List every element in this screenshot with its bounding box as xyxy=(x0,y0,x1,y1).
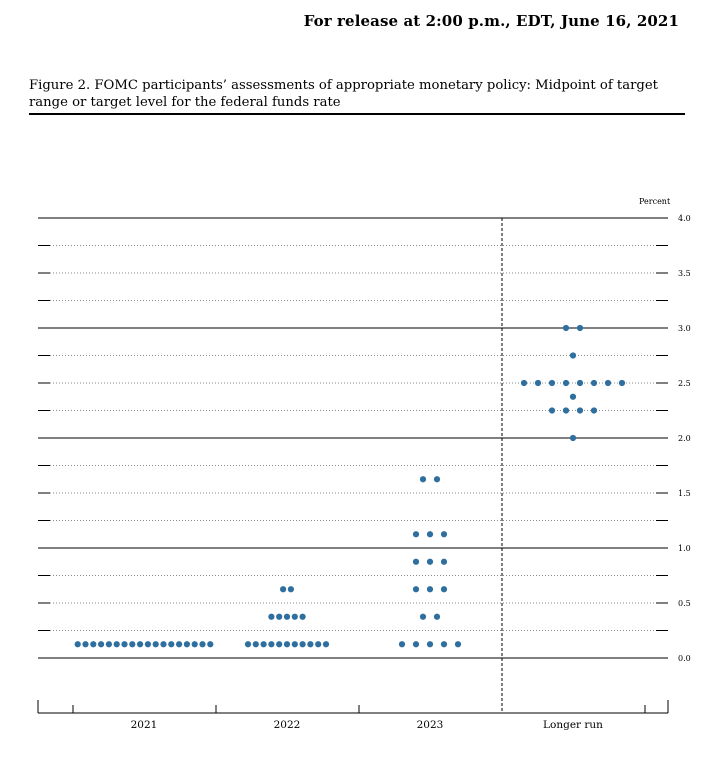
data-point xyxy=(434,614,440,620)
data-point xyxy=(563,325,569,331)
data-point xyxy=(577,325,583,331)
data-point xyxy=(98,641,104,647)
data-point xyxy=(90,641,96,647)
figure-caption: Figure 2. FOMC participants’ assessments of appropriate monetary policy: Midpoint of target range or target level for the federal funds rate xyxy=(29,78,658,110)
data-point xyxy=(184,641,190,647)
data-point xyxy=(570,352,576,358)
data-point xyxy=(420,614,426,620)
data-point xyxy=(570,394,576,400)
data-point xyxy=(549,407,555,413)
data-point xyxy=(292,641,298,647)
data-point xyxy=(292,614,298,620)
data-point xyxy=(521,380,527,386)
data-point xyxy=(399,641,405,647)
data-point xyxy=(106,641,112,647)
data-point xyxy=(323,641,329,647)
data-point xyxy=(129,641,135,647)
data-point xyxy=(199,641,205,647)
data-point xyxy=(413,641,419,647)
data-point xyxy=(549,380,555,386)
data-point xyxy=(253,641,259,647)
data-point xyxy=(413,586,419,592)
data-point xyxy=(307,641,313,647)
data-point xyxy=(300,641,306,647)
data-point xyxy=(420,476,426,482)
data-point xyxy=(268,614,274,620)
data-point xyxy=(168,641,174,647)
data-point xyxy=(535,380,541,386)
data-point xyxy=(591,380,597,386)
release-time: For release at 2:00 p.m., EDT, June 16, 2021 xyxy=(303,12,679,30)
data-point xyxy=(276,641,282,647)
data-point xyxy=(427,586,433,592)
data-point xyxy=(192,641,198,647)
data-point xyxy=(153,641,159,647)
data-point xyxy=(441,531,447,537)
data-point xyxy=(75,641,81,647)
data-point xyxy=(570,435,576,441)
y-tick-label: 3.5 xyxy=(678,269,691,278)
y-axis-label: Percent xyxy=(639,197,671,206)
data-point xyxy=(434,476,440,482)
data-point xyxy=(441,559,447,565)
data-point xyxy=(577,380,583,386)
data-point xyxy=(577,407,583,413)
data-point xyxy=(427,641,433,647)
data-point xyxy=(207,641,213,647)
data-point xyxy=(261,641,267,647)
x-category-label: Longer run xyxy=(543,719,603,731)
y-tick-label: 3.0 xyxy=(678,324,691,333)
data-point xyxy=(82,641,88,647)
x-category-label: 2023 xyxy=(416,719,444,731)
data-point xyxy=(315,641,321,647)
data-point xyxy=(284,614,290,620)
data-point xyxy=(145,641,151,647)
data-point xyxy=(137,641,143,647)
data-point xyxy=(563,380,569,386)
data-point xyxy=(591,407,597,413)
x-category-label: 2021 xyxy=(130,719,158,731)
data-point xyxy=(563,407,569,413)
y-tick-label: 0.0 xyxy=(678,654,691,663)
data-point xyxy=(441,641,447,647)
data-point xyxy=(427,559,433,565)
data-point xyxy=(160,641,166,647)
data-point xyxy=(268,641,274,647)
y-tick-label: 2.0 xyxy=(678,434,691,443)
data-point xyxy=(245,641,251,647)
y-tick-label: 2.5 xyxy=(678,379,691,388)
data-point xyxy=(300,614,306,620)
data-point xyxy=(455,641,461,647)
data-point xyxy=(288,586,294,592)
data-point xyxy=(121,641,127,647)
data-point xyxy=(276,614,282,620)
x-category-label: 2022 xyxy=(273,719,301,731)
data-point xyxy=(114,641,120,647)
y-tick-label: 1.5 xyxy=(678,489,691,498)
data-point xyxy=(619,380,625,386)
data-point xyxy=(284,641,290,647)
data-point xyxy=(413,531,419,537)
data-point xyxy=(280,586,286,592)
data-point xyxy=(441,586,447,592)
y-tick-label: 1.0 xyxy=(678,544,691,553)
data-point xyxy=(605,380,611,386)
data-point xyxy=(413,559,419,565)
y-tick-label: 0.5 xyxy=(678,599,691,608)
data-point xyxy=(176,641,182,647)
data-point xyxy=(427,531,433,537)
y-tick-label: 4.0 xyxy=(678,214,691,223)
